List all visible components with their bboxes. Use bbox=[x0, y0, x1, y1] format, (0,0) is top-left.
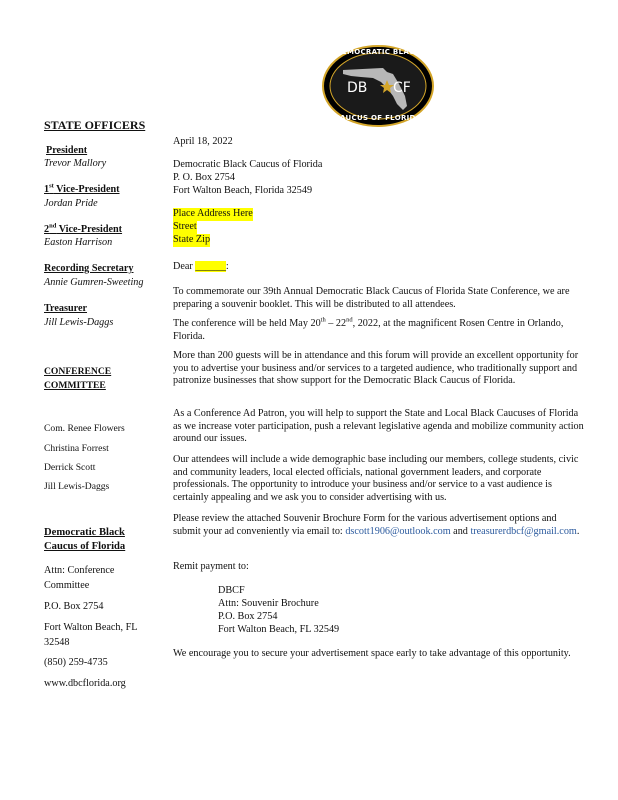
committee-member: Jill Lewis-Daggs bbox=[44, 481, 110, 492]
org-attn-line2: Committee bbox=[44, 580, 90, 591]
logo-top-text: DEMOCRATIC BLACK bbox=[335, 48, 421, 56]
org-heading-line2: Caucus of Florida bbox=[44, 541, 126, 552]
remit-line: DBCF bbox=[218, 585, 245, 596]
sender-line: Fort Walton Beach, Florida 32549 bbox=[173, 185, 313, 196]
remit-heading: Remit payment to: bbox=[173, 561, 249, 572]
officer-title-treasurer: Treasurer bbox=[44, 303, 88, 314]
remit-line: Fort Walton Beach, FL 32549 bbox=[218, 624, 340, 635]
recipient-statezip-placeholder: State Zip bbox=[173, 234, 211, 245]
officer-title-recording-secretary: Recording Secretary bbox=[44, 263, 134, 274]
officer-title-president: President bbox=[46, 145, 88, 156]
committee-member: Christina Forrest bbox=[44, 443, 109, 454]
officer-name-president: Trevor Mallory bbox=[44, 158, 107, 169]
closing-paragraph: We encourage you to secure your advertisement space early to take advantage of this opportunity. bbox=[173, 648, 571, 659]
letter-date: April 18, 2022 bbox=[173, 136, 233, 147]
org-city-line1: Fort Walton Beach, FL bbox=[44, 622, 138, 633]
email-link-treasurer[interactable]: treasurerdbcf@gmail.com bbox=[470, 525, 577, 537]
org-city-line2: 32548 bbox=[44, 637, 70, 648]
committee-heading-line2: COMMITTEE bbox=[44, 380, 106, 391]
logo-center-left: DB bbox=[347, 80, 368, 96]
paragraph-3: More than 200 guests will be in attendance and this forum will provide an excellent opportunity for you to advertise your business and/or services to a targeted audience, who traditionally support and patronize businesses that show support for the Democratic Black Caucus of Florida. bbox=[173, 350, 579, 387]
officer-name-first-vp: Jordan Pride bbox=[44, 198, 98, 209]
paragraph-6: Please review the attached Souvenir Brochure Form for the various advertisement options and submit your ad conveniently via email to: dscott1906@outlook.com and treasurerdbcf@gmail.com. bbox=[173, 513, 580, 537]
org-attn-line1: Attn: Conference bbox=[44, 565, 115, 576]
logo-bottom-text: CAUCUS OF FLORIDA bbox=[334, 114, 422, 122]
state-officers-heading: STATE OFFICERS bbox=[44, 118, 146, 132]
email-link-dscott[interactable]: dscott1906@outlook.com bbox=[345, 525, 451, 537]
org-website: www.dbcflorida.org bbox=[44, 678, 126, 689]
paragraph-4: As a Conference Ad Patron, you will help to support the State and Local Black Caucuses of Florida as we increase voter participation, push a relevant legislative agenda and mobilize community action around our issues. bbox=[173, 408, 584, 445]
officer-name-second-vp: Easton Harrison bbox=[44, 237, 113, 248]
paragraph-5: Our attendees will include a wide demographic base including our members, college students, civic and community leaders, local elected officials, national government leaders, and corporate professionals. The opportunity to introduce your business and/or service to a vast audience is certainly appealing and we ask you to consider advertising with us. bbox=[173, 454, 579, 503]
committee-member: Com. Renee Flowers bbox=[44, 423, 125, 434]
remit-line: Attn: Souvenir Brochure bbox=[218, 598, 319, 609]
committee-heading-line1: CONFERENCE bbox=[44, 366, 112, 377]
salutation-blank: ______ bbox=[195, 261, 226, 272]
org-phone: (850) 259-4735 bbox=[44, 657, 108, 668]
org-heading-line1: Democratic Black bbox=[44, 527, 125, 538]
committee-member: Derrick Scott bbox=[44, 462, 96, 473]
officer-name-recording-secretary: Annie Gumren-Sweeting bbox=[44, 277, 144, 288]
sender-line: Democratic Black Caucus of Florida bbox=[173, 159, 323, 170]
sender-line: P. O. Box 2754 bbox=[173, 172, 235, 183]
salutation: Dear ______: bbox=[173, 261, 229, 272]
officer-title-second-vp: 2nd Vice-President bbox=[44, 222, 123, 235]
officer-name-treasurer: Jill Lewis-Daggs bbox=[44, 317, 114, 328]
remit-line: P.O. Box 2754 bbox=[218, 611, 278, 622]
recipient-address-placeholder: Place Address Here bbox=[173, 208, 253, 219]
paragraph-1: To commemorate our 39th Annual Democratic Black Caucus of Florida State Conference, we are preparing a souvenir booklet. This will be distributed to all attendees. bbox=[173, 286, 570, 310]
recipient-street-placeholder: Street bbox=[173, 221, 197, 232]
paragraph-2: The conference will be held May 20th – 22nd, 2022, at the magnificent Rosen Centre in Orlando, Florida. bbox=[173, 316, 564, 342]
dbcf-logo bbox=[321, 44, 435, 128]
officer-title-first-vp: 1st Vice-President bbox=[44, 182, 120, 195]
org-po-box: P.O. Box 2754 bbox=[44, 601, 104, 612]
logo-center-right: CF bbox=[393, 80, 411, 96]
